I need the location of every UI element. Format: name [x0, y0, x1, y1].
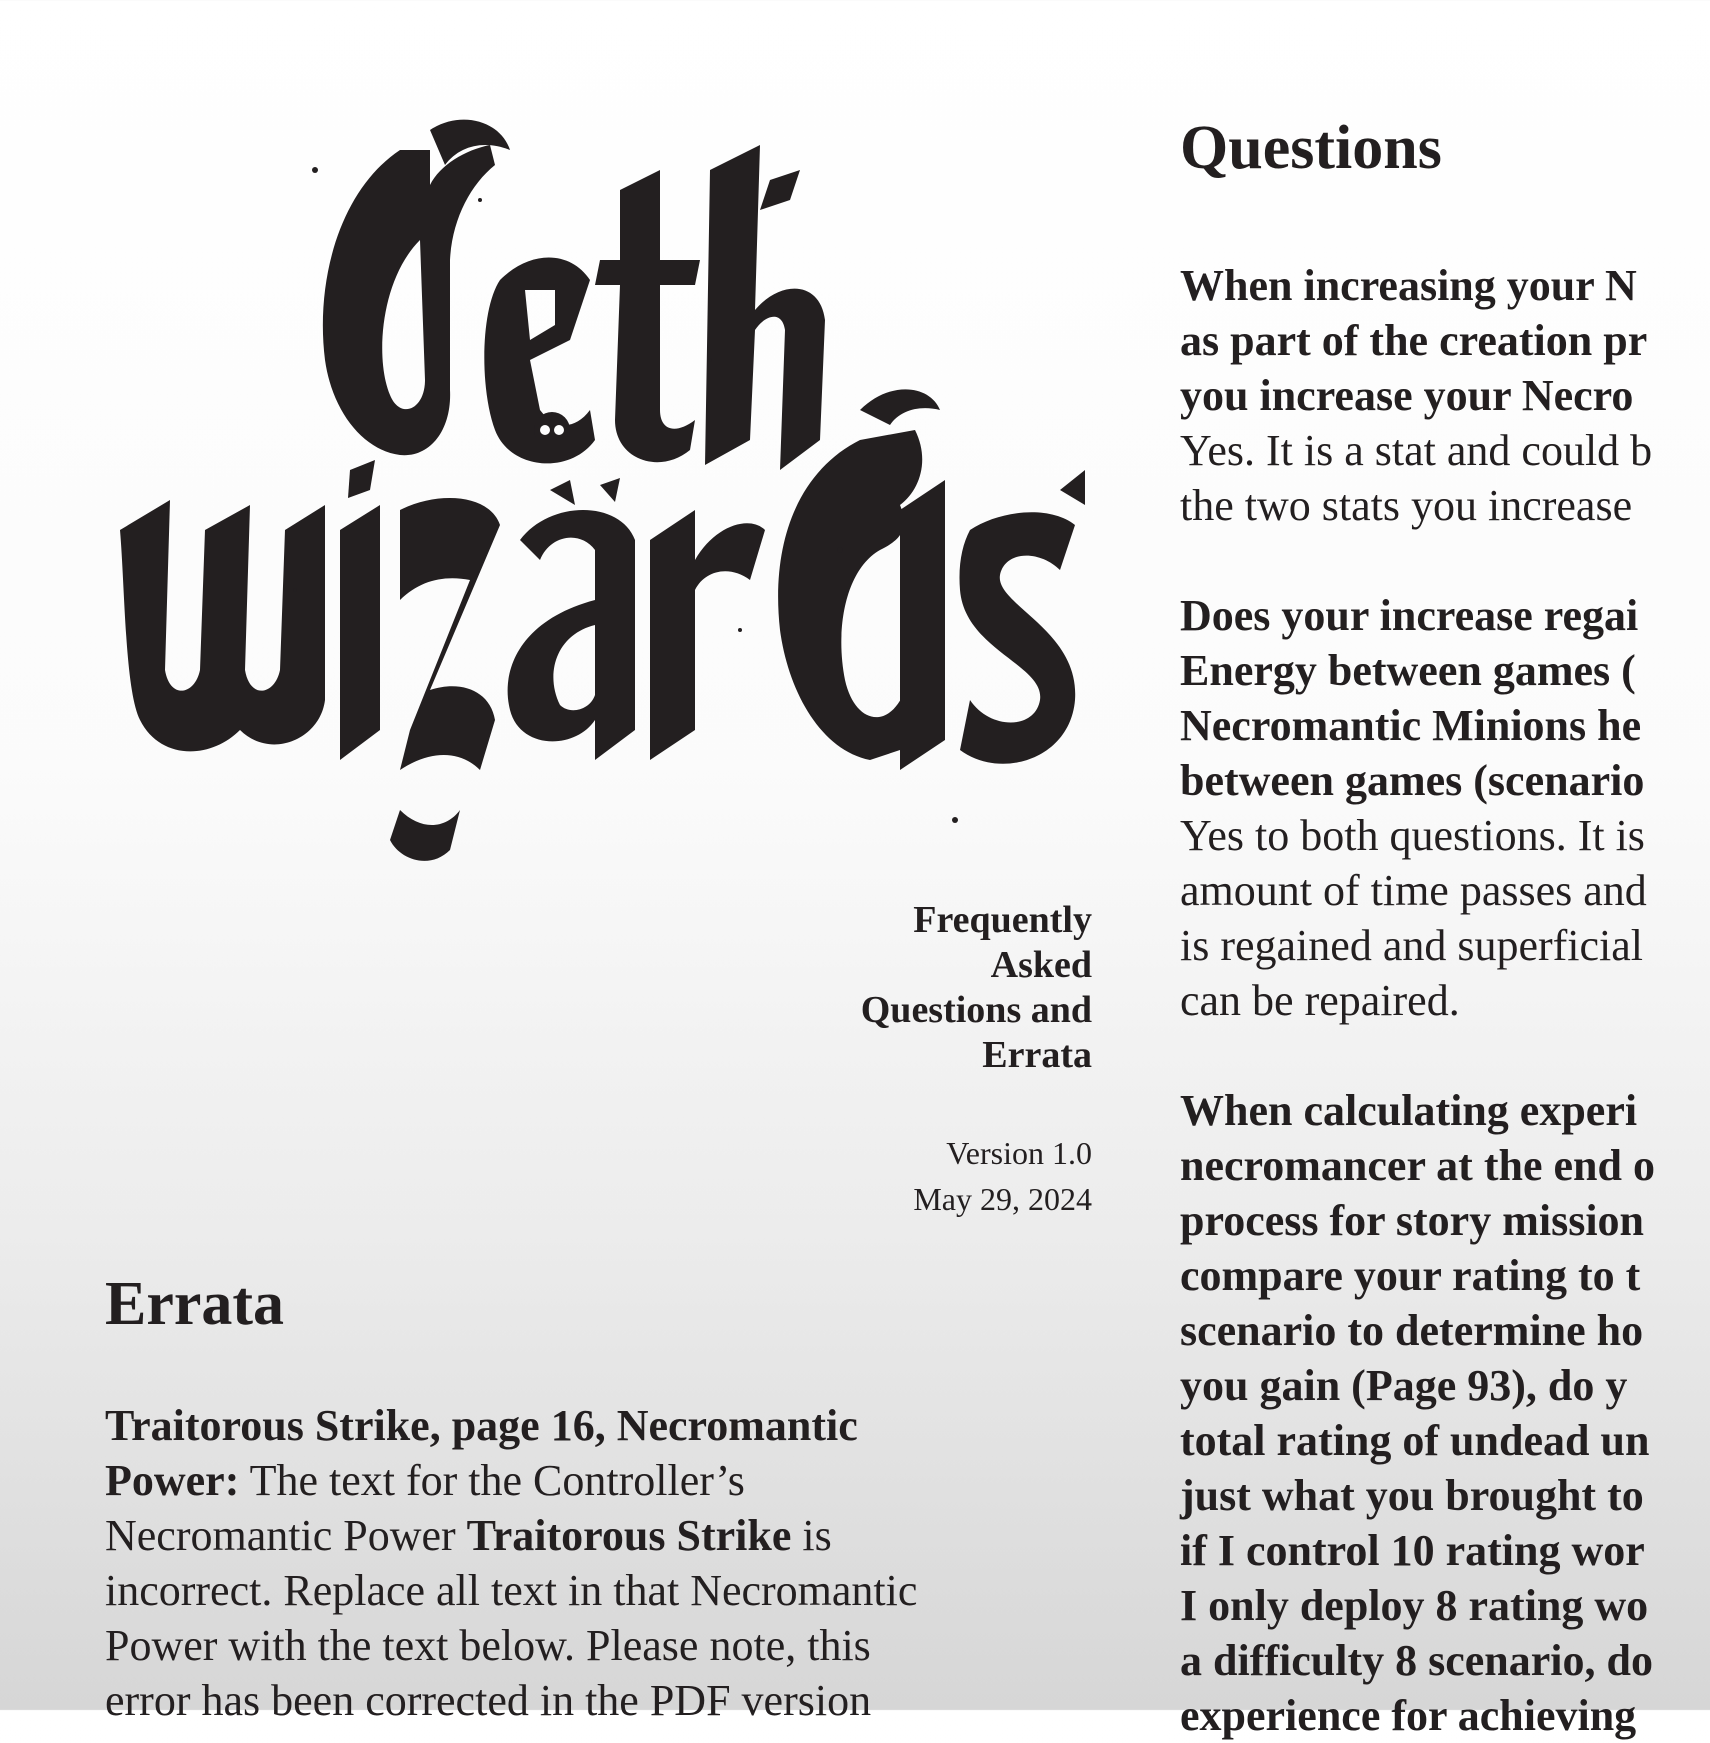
question-line: When increasing your N: [1180, 261, 1637, 310]
question-line: Energy between games (: [1180, 646, 1636, 695]
question-line: scenario to determine ho: [1180, 1306, 1644, 1355]
question-line: Does your increase regai: [1180, 591, 1639, 640]
answer-line: Yes. It is a stat and could b: [1180, 426, 1653, 475]
question-line: necromancer at the end o: [1180, 1141, 1655, 1190]
question-line: total rating of undead un: [1180, 1416, 1650, 1465]
questions-heading: Questions: [1180, 114, 1442, 182]
version-date: May 29, 2024: [913, 1181, 1092, 1217]
errata-heading: Errata: [105, 1270, 285, 1338]
question-item: [1180, 1083, 1655, 1743]
question-line: a difficulty 8 scenario, do: [1180, 1636, 1653, 1685]
errata-entry-title: Traitorous Strike, page 16, Necromantic: [105, 1401, 858, 1450]
question-line: process for story mission: [1180, 1196, 1645, 1245]
question-line: between games (scenario: [1180, 756, 1645, 805]
answer-line: Yes to both questions. It is: [1180, 811, 1645, 860]
errata-entry-title-end: Power:: [105, 1456, 240, 1505]
answer-line: can be repaired.: [1180, 976, 1460, 1025]
question-line: When calculating experi: [1180, 1086, 1638, 1135]
errata-entry-line: Power with the text below. Please note, this: [105, 1621, 871, 1670]
question-line: I only deploy 8 rating wo: [1180, 1581, 1649, 1630]
deth-wizards-logo: [100, 110, 1100, 940]
faq-caption-line: Questions and: [860, 989, 1092, 1031]
question-line: just what you brought to: [1180, 1471, 1644, 1520]
errata-entry: [105, 1398, 1065, 1728]
answer-line: the two stats you increase: [1180, 481, 1633, 530]
faq-caption-line: Asked: [990, 944, 1092, 986]
errata-entry-line: incorrect. Replace all text in that Necromantic: [105, 1566, 918, 1615]
question-line: you gain (Page 93), do y: [1180, 1361, 1628, 1410]
errata-entry-text: is: [791, 1511, 832, 1560]
answer-line: is regained and superficial: [1180, 921, 1644, 970]
question-item: [1180, 588, 1647, 1028]
question-line: Necromantic Minions he: [1180, 701, 1642, 750]
errata-entry-line: error has been corrected in the PDF version: [105, 1676, 872, 1725]
version-block: [792, 1130, 1092, 1222]
errata-entry-line: [105, 1453, 1065, 1508]
errata-entry-text: The text for the Controller’s: [239, 1456, 745, 1505]
faq-caption-line: Frequently: [913, 899, 1092, 941]
question-line: if I control 10 rating wor: [1180, 1526, 1645, 1575]
faq-caption: [792, 898, 1092, 1078]
question-line: experience for achieving: [1180, 1691, 1637, 1740]
question-line: you increase your Necro: [1180, 371, 1634, 420]
errata-entry-line: [105, 1508, 1065, 1563]
question-item: [1180, 258, 1652, 533]
answer-line: amount of time passes and: [1180, 866, 1647, 915]
question-line: as part of the creation pr: [1180, 316, 1648, 365]
errata-entry-text: Necromantic Power: [105, 1511, 467, 1560]
faq-caption-line: Errata: [982, 1034, 1092, 1076]
question-line: compare your rating to t: [1180, 1251, 1641, 1300]
logo-artwork: [100, 110, 1100, 940]
power-name: Traitorous Strike: [466, 1511, 792, 1560]
version-label: Version 1.0: [946, 1135, 1092, 1171]
